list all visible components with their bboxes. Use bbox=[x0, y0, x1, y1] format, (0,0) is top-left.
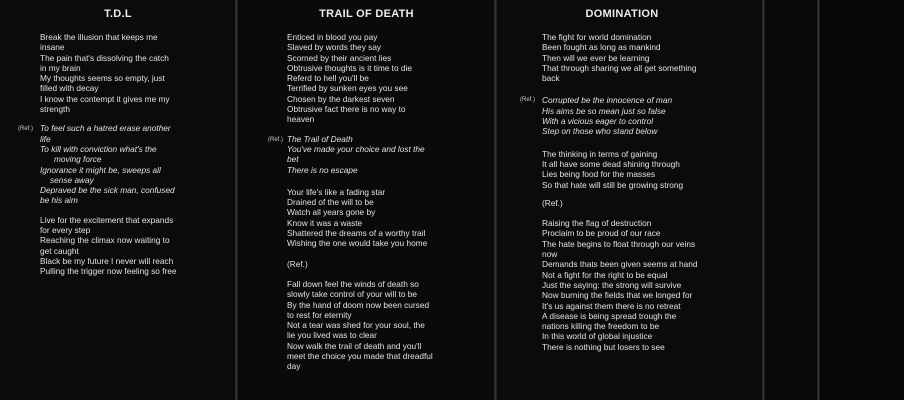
lyric-line: back bbox=[542, 73, 560, 84]
lyric-line: Shattered the dreams of a worthy trail bbox=[287, 228, 426, 239]
refrain-line: His aims be so mean just so false bbox=[542, 105, 666, 116]
song-title-trail-of-death: TRAIL OF DEATH bbox=[319, 8, 414, 20]
lyric-line: Obtrusive thoughts is it time to die bbox=[287, 62, 412, 73]
lyric-line: My thoughts seems so empty, just bbox=[40, 73, 165, 84]
lyrics-trail-of-death bbox=[287, 32, 433, 372]
refrain-line: Depraved be the sick man, confused bbox=[40, 185, 175, 196]
lyric-line: heaven bbox=[287, 114, 315, 125]
refrain-marker: (Ref.) bbox=[542, 197, 563, 208]
lyric-line: The pain that's dissolving the catch bbox=[40, 52, 169, 63]
lyric-line: insane bbox=[40, 42, 65, 53]
lyric-line: strength bbox=[40, 104, 70, 115]
lyric-line: Been fought as long as mankind bbox=[542, 42, 661, 53]
lyric-line: Wishing the one would take you home bbox=[287, 238, 428, 249]
lyric-line: Now burning the fields that we longed for bbox=[542, 290, 693, 301]
lyric-line: Then will we ever be learning bbox=[542, 52, 650, 63]
lyric-line: Fall down feel the winds of death so bbox=[287, 278, 419, 289]
lyric-line: for every step bbox=[40, 225, 91, 236]
lyric-line: Proclaim to be proud of our race bbox=[542, 228, 661, 239]
refrain-line: There is no escape bbox=[287, 164, 358, 175]
refrain-line: To kill with conviction what's the bbox=[40, 143, 157, 154]
lyric-line: Not a tear was shed for your soul, the bbox=[287, 320, 425, 331]
lyric-line: Lies being food for the masses bbox=[542, 169, 655, 180]
refrain-line: be his aim bbox=[40, 195, 78, 206]
refrain-line: moving force bbox=[54, 154, 102, 165]
lyric-line: Obtrusive fact there is no way to bbox=[287, 104, 406, 115]
lyric-line: Referd to hell you'll be bbox=[287, 73, 369, 84]
lyric-line: The hate begins to float through our veins bbox=[542, 238, 696, 249]
lyric-line: That through sharing we all get something bbox=[542, 62, 697, 73]
lyric-line: Not a fight for the right to be equal bbox=[542, 269, 668, 280]
lyric-line: Enticed in blood you pay bbox=[287, 32, 378, 42]
refrain-line: sense away bbox=[50, 174, 94, 185]
lyric-line: Watch all years gone by bbox=[287, 207, 376, 218]
refrain-marker: (Ref.) bbox=[18, 126, 33, 132]
lyric-line: Black be my future I never will reach bbox=[40, 255, 174, 266]
lyric-line: There is nothing but losers to see bbox=[542, 341, 665, 352]
lyric-line: Slaved by words they say bbox=[287, 42, 382, 53]
lyric-line: The fight for world domination bbox=[542, 32, 652, 42]
lyric-line: in my brain bbox=[40, 62, 81, 73]
lyric-line: Demands thats been given seems at hand bbox=[542, 259, 698, 270]
refrain-line: bet bbox=[287, 154, 299, 165]
lyric-line: Drained of the will to be bbox=[287, 197, 374, 208]
panel-blank-2 bbox=[820, 0, 904, 400]
refrain-line: Step on those who stand below bbox=[542, 126, 658, 137]
lyric-line: Terrified by sunken eyes you see bbox=[287, 83, 408, 94]
lyric-line: nations killing the freedom to be bbox=[542, 321, 660, 332]
lyric-line: slowly take control of your will to be bbox=[287, 289, 418, 300]
refrain-marker: (Ref.) bbox=[287, 258, 308, 269]
lyric-line: Pulling the trigger now feeling so free bbox=[40, 266, 177, 277]
lyric-line: Live for the excitement that expands bbox=[40, 214, 174, 225]
lyric-line: It all have some dead shining through bbox=[542, 158, 680, 169]
panel-blank-1 bbox=[765, 0, 818, 400]
lyric-line: day bbox=[287, 361, 301, 372]
lyric-line: Your life's like a fading star bbox=[287, 186, 386, 197]
lyric-line: The thinking in terms of gaining bbox=[542, 148, 658, 159]
lyric-line: lie you lived was to clear bbox=[287, 330, 377, 341]
refrain-line: life bbox=[40, 133, 51, 144]
song-title-tdl: T.D.L bbox=[104, 8, 132, 20]
lyric-line: Know it was a waste bbox=[287, 217, 363, 228]
lyric-line: Scorned by their ancient lies bbox=[287, 52, 392, 63]
lyric-line: So that hate will still be growing strong bbox=[542, 179, 684, 190]
lyric-line: meet the choice you made that dreadful bbox=[287, 351, 433, 362]
lyric-line: get caught bbox=[40, 245, 79, 256]
lyric-line: Raising the flag of destruction bbox=[542, 218, 652, 229]
refrain-line: To feel such a hatred erase another bbox=[40, 123, 171, 134]
lyric-line: A disease is being spread trough the bbox=[542, 310, 677, 321]
lyric-line: It's us against them there is no retreat bbox=[542, 300, 681, 311]
lyric-line: By the hand of doom now been cursed bbox=[287, 299, 430, 310]
refrain-marker: (Ref.) bbox=[520, 97, 535, 103]
lyric-line: to rest for eternity bbox=[287, 309, 352, 320]
refrain-line: You've made your choice and lost the bbox=[287, 143, 425, 154]
refrain-marker: (Ref.) bbox=[268, 137, 283, 143]
lyrics-tdl bbox=[40, 32, 177, 277]
lyric-line: Break the illusion that keeps me bbox=[40, 32, 158, 42]
lyrics-domination bbox=[542, 32, 697, 352]
lyric-line: Reaching the climax now waiting to bbox=[40, 235, 170, 246]
lyric-line: In this world of global injustice bbox=[542, 331, 653, 342]
lyric-line: I know the contempt it gives me my bbox=[40, 93, 170, 104]
song-title-domination: DOMINATION bbox=[585, 8, 659, 20]
refrain-line: The Trail of Death bbox=[287, 133, 353, 144]
lyric-line: Just the saying: the strong will survive bbox=[542, 279, 682, 290]
lyric-line: Chosen by the darkest seven bbox=[287, 93, 395, 104]
refrain-line: Corrupted be the innocence of man bbox=[542, 95, 673, 106]
refrain-line: Ignorance it might be, sweeps all bbox=[40, 164, 161, 175]
refrain-line: With a vicious eager to control bbox=[542, 116, 654, 127]
lyric-line: Now walk the trail of death and you'll bbox=[287, 340, 422, 351]
lyric-line: now bbox=[542, 249, 558, 260]
lyric-line: filled with decay bbox=[40, 83, 99, 94]
